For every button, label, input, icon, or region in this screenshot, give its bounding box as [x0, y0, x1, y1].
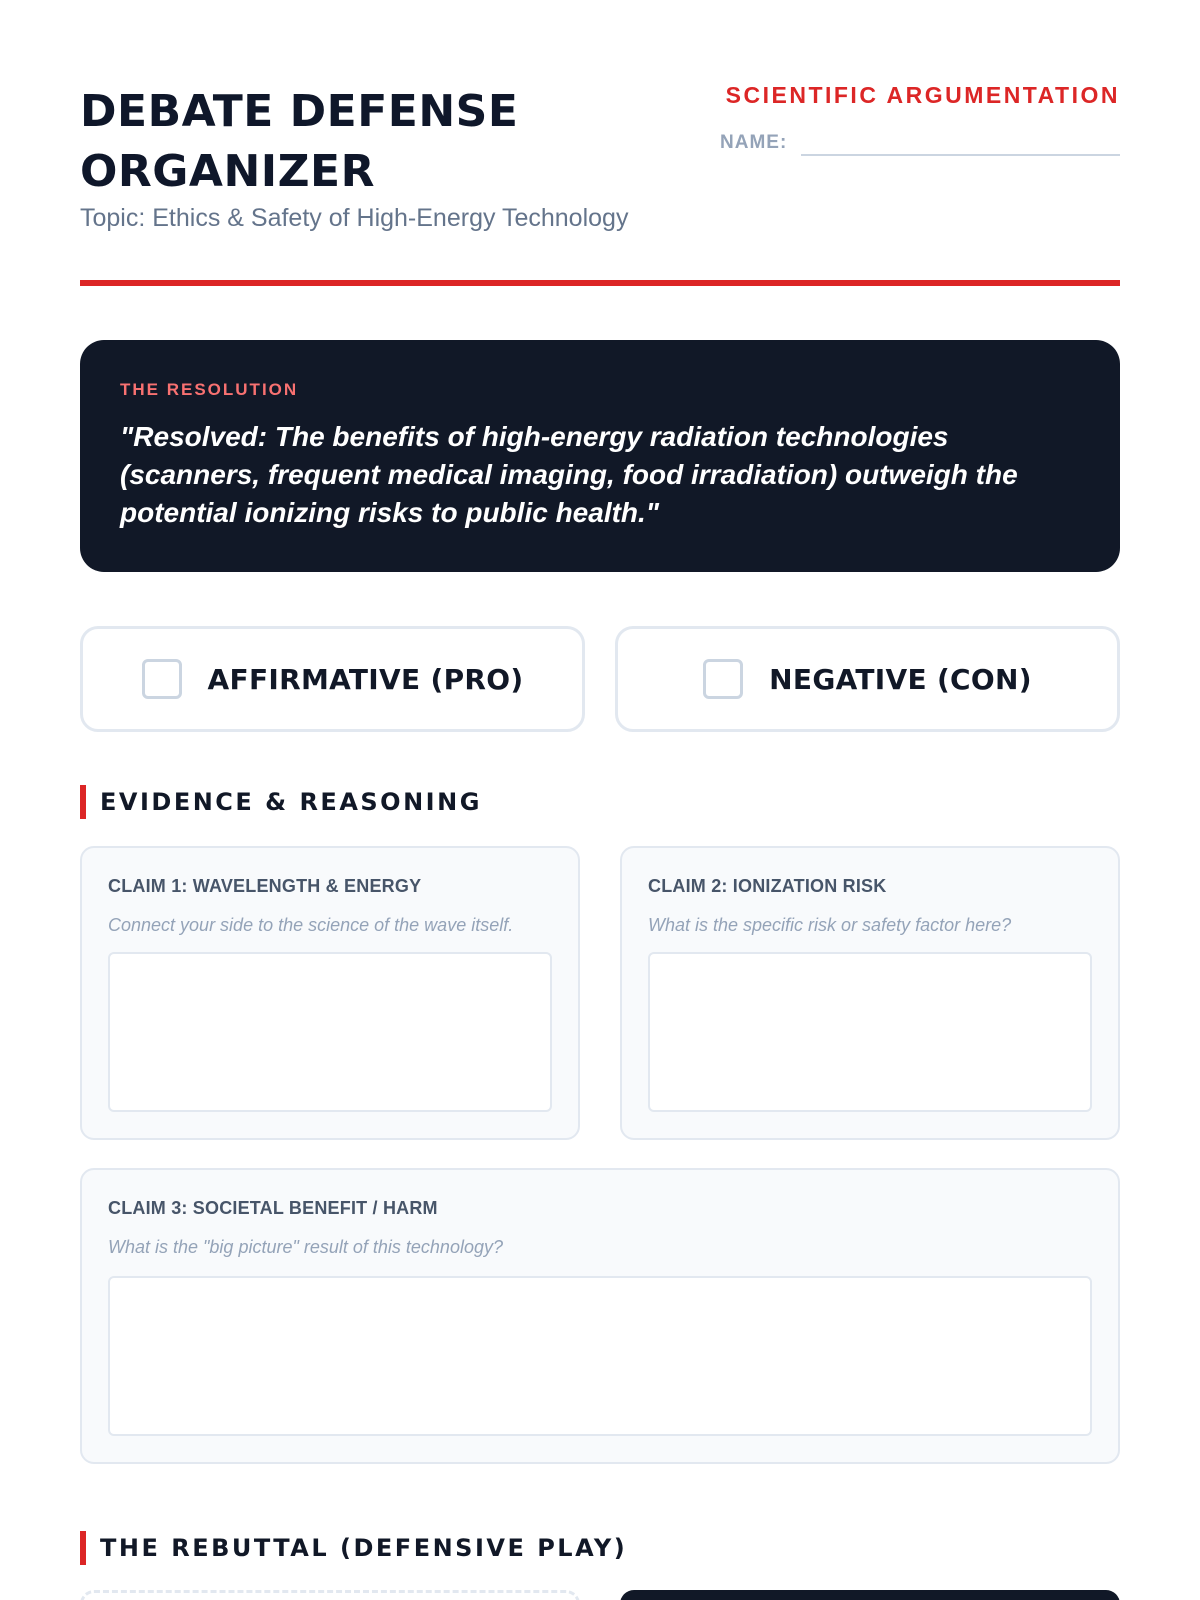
- claim-card-3: [80, 1168, 1120, 1464]
- claim-1-title: CLAIM 1: WAVELENGTH & ENERGY: [108, 876, 422, 896]
- header: [80, 80, 1120, 286]
- claim-3-input[interactable]: [108, 1276, 1092, 1436]
- claim-1-hint: Connect your side to the science of the wave itself.: [108, 915, 514, 935]
- rebuttal-box-right: [620, 1590, 1120, 1600]
- resolution-label: THE RESOLUTION: [120, 380, 299, 399]
- negative-checkbox[interactable]: [703, 659, 743, 699]
- affirmative-checkbox[interactable]: [142, 659, 182, 699]
- evidence-section-title: EVIDENCE & REASONING: [100, 788, 482, 816]
- negative-label: NEGATIVE (CON): [769, 662, 1032, 696]
- name-field[interactable]: [801, 126, 1120, 156]
- rebuttal-section-title: THE REBUTTAL (DEFENSIVE PLAY): [100, 1534, 628, 1562]
- resolution-card: [80, 340, 1120, 572]
- resolution-text: "Resolved: The benefits of high-energy radiation technologies (scanners, frequent medical imaging, food irradiation) outweigh the potential ionizing risks to public health.": [120, 421, 1018, 528]
- evidence-section-header: [80, 785, 482, 819]
- claim-2-input[interactable]: [648, 952, 1092, 1112]
- name-row: [720, 126, 1120, 156]
- side-option-affirmative[interactable]: [80, 626, 585, 732]
- side-option-negative[interactable]: [615, 626, 1120, 732]
- section-accent-bar: [80, 1531, 86, 1565]
- rebuttal-section-header: [80, 1531, 627, 1565]
- section-accent-bar: [80, 785, 86, 819]
- page-title-line-2: ORGANIZER: [80, 146, 375, 197]
- rebuttal-box-left[interactable]: [80, 1590, 580, 1600]
- subject-kicker: SCIENTIFIC ARGUMENTATION: [725, 82, 1120, 108]
- claim-3-hint: What is the "big picture" result of this technology?: [108, 1237, 503, 1257]
- claim-2-hint: What is the specific risk or safety factor here?: [648, 915, 1012, 935]
- name-label: NAME:: [720, 132, 788, 153]
- affirmative-label: AFFIRMATIVE (PRO): [207, 662, 524, 696]
- claim-1-input[interactable]: [108, 952, 552, 1112]
- page-title: [80, 82, 640, 202]
- page-title-line-1: DEBATE DEFENSE: [80, 86, 519, 137]
- side-selector: [80, 626, 1120, 732]
- claim-2-title: CLAIM 2: IONIZATION RISK: [648, 876, 887, 896]
- header-divider: [80, 280, 1120, 286]
- claim-card-1: [80, 846, 580, 1140]
- claim-3-title: CLAIM 3: SOCIETAL BENEFIT / HARM: [108, 1198, 438, 1218]
- claim-card-2: [620, 846, 1120, 1140]
- page-subtitle: Topic: Ethics & Safety of High-Energy Technology: [80, 204, 629, 232]
